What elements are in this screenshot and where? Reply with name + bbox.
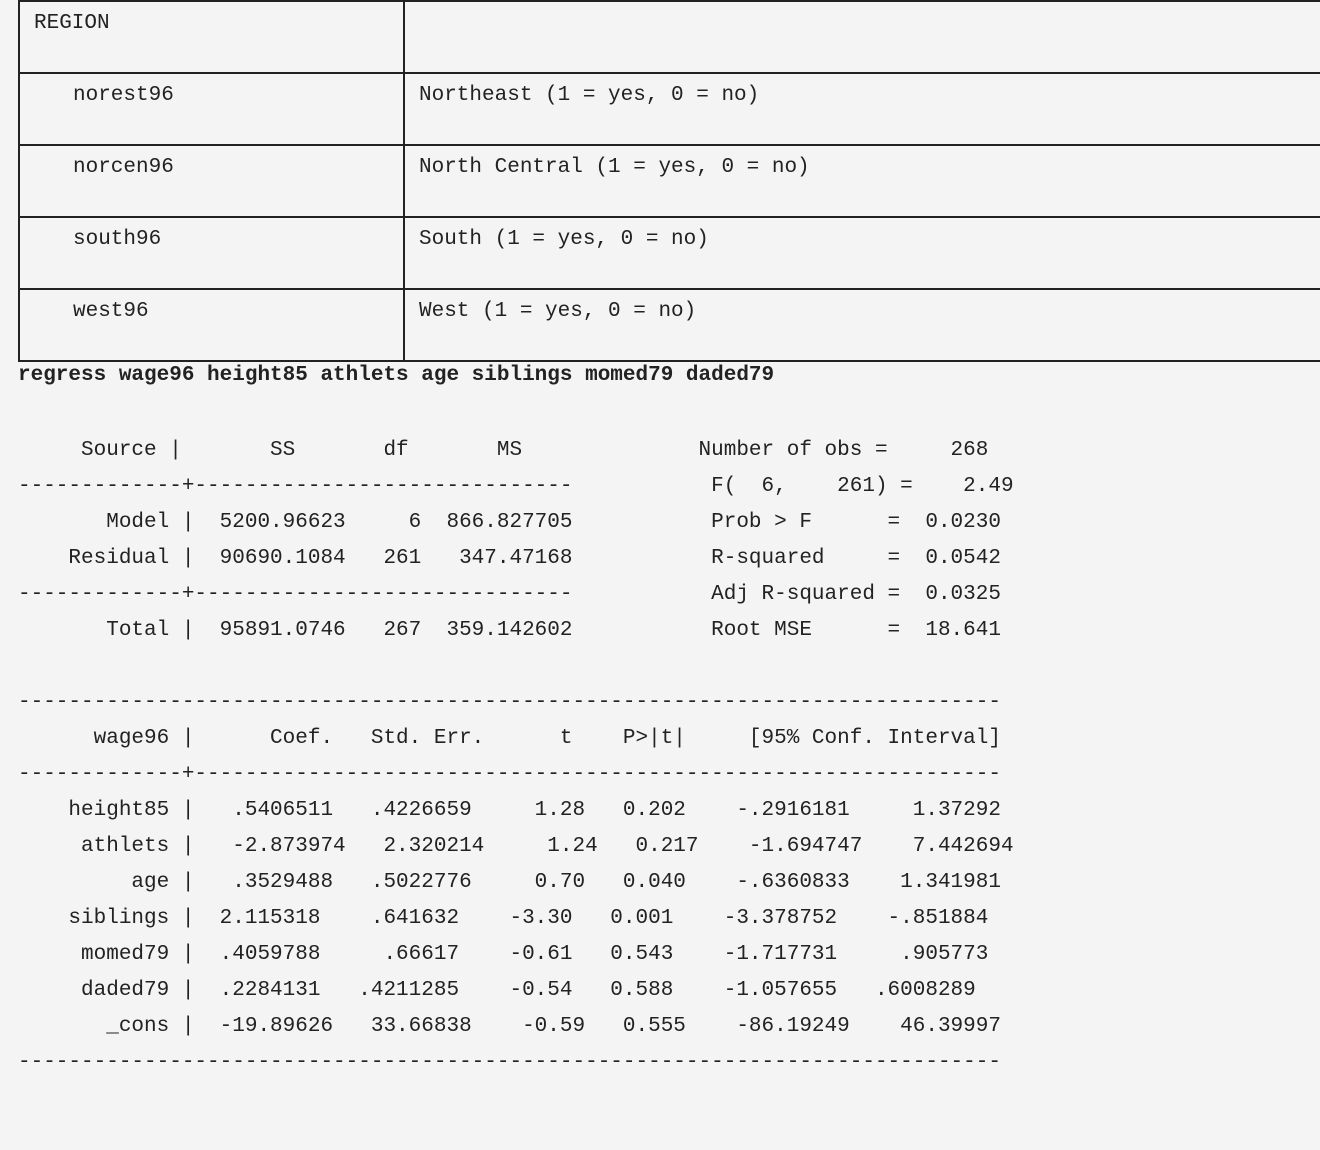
coef-row-age: age | .3529488 .5022776 0.70 0.040 -.6360833 1.341981 <box>18 871 1001 894</box>
table-row <box>19 145 1320 217</box>
anova-model-line: Model | 5200.96623 6 866.827705 Prob > F = 0.0230 <box>18 511 1001 534</box>
region-header-empty-cell <box>404 1 1320 73</box>
coef-row-cons: _cons | -19.89626 33.66838 -0.59 0.555 -86.19249 46.39997 <box>18 1015 1001 1038</box>
table-row <box>19 289 1320 361</box>
coef-row-athlets: athlets | -2.873974 2.320214 1.24 0.217 -1.694747 7.442694 <box>18 835 1014 858</box>
anova-header-line: Source | SS df MS Number of obs = 268 <box>18 439 989 462</box>
separator-line: ------------------------------------------------------------------------------ <box>18 1051 1001 1074</box>
table-header-row <box>19 1 1320 73</box>
variable-description: South (1 = yes, 0 = no) <box>404 217 1320 289</box>
variable-description: Northeast (1 = yes, 0 = no) <box>404 73 1320 145</box>
separator-line: -------------+------------------------------ F( 6, 261) = 2.49 <box>18 475 1014 498</box>
variable-description: West (1 = yes, 0 = no) <box>404 289 1320 361</box>
variable-name: west96 <box>19 289 404 361</box>
variable-description: North Central (1 = yes, 0 = no) <box>404 145 1320 217</box>
regress-command: regress wage96 height85 athlets age siblings momed79 daded79 <box>18 364 775 387</box>
separator-line: -------------+------------------------------ Adj R-squared = 0.0325 <box>18 583 1001 606</box>
table-row <box>19 73 1320 145</box>
coef-header-line: wage96 | Coef. Std. Err. t P>|t| [95% Conf. Interval] <box>18 727 1001 750</box>
variable-name: norcen96 <box>19 145 404 217</box>
table-row <box>19 217 1320 289</box>
region-header-cell: REGION <box>19 1 404 73</box>
variable-name: south96 <box>19 217 404 289</box>
separator-line: ------------------------------------------------------------------------------ <box>18 691 1001 714</box>
variable-name: norest96 <box>19 73 404 145</box>
coef-row-daded79: daded79 | .2284131 .4211285 -0.54 0.588 -1.057655 .6008289 <box>18 979 976 1002</box>
coef-row-siblings: siblings | 2.115318 .641632 -3.30 0.001 -3.378752 -.851884 <box>18 907 989 930</box>
separator-line: -------------+---------------------------------------------------------------- <box>18 763 1001 786</box>
anova-total-line: Total | 95891.0746 267 359.142602 Root MSE = 18.641 <box>18 619 1001 642</box>
coef-row-height85: height85 | .5406511 .4226659 1.28 0.202 -.2916181 1.37292 <box>18 799 1001 822</box>
anova-residual-line: Residual | 90690.1084 261 347.47168 R-squared = 0.0542 <box>18 547 1001 570</box>
coef-row-momed79: momed79 | .4059788 .66617 -0.61 0.543 -1.717731 .905773 <box>18 943 989 966</box>
region-variable-table <box>18 0 1320 362</box>
